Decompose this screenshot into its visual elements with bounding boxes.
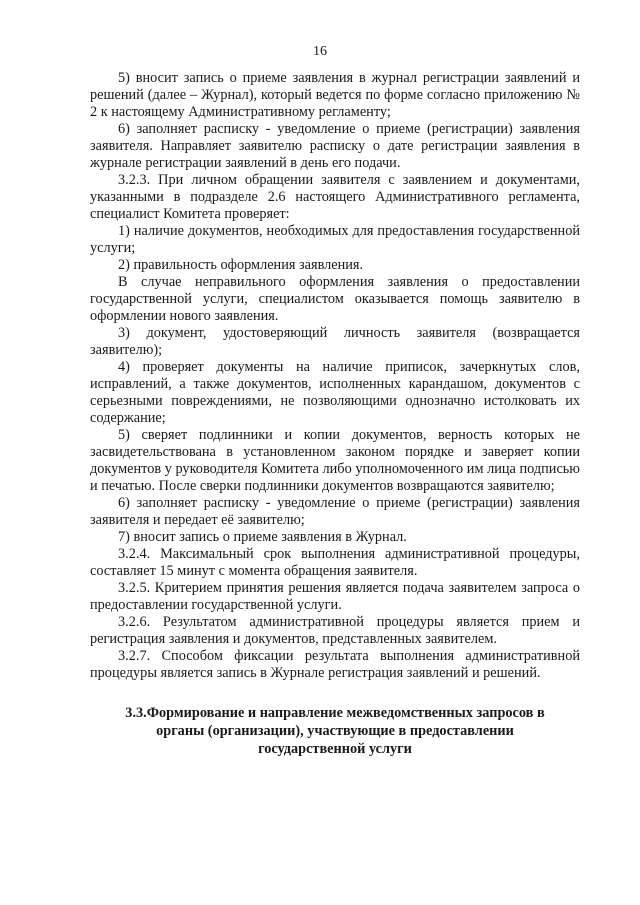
section-heading-line: органы (организации), участвующие в предоставлении bbox=[156, 723, 514, 739]
section-heading-line: 3.3.Формирование и направление межведомственных запросов в bbox=[125, 705, 545, 721]
paragraph: 3.2.3. При личном обращении заявителя с заявлением и документами, указанными в подразделе 2.6 настоящего Административного регламента, специалист Комитета проверяет: bbox=[90, 172, 580, 222]
paragraph: 7) вносит запись о приеме заявления в Журнал. bbox=[118, 529, 407, 545]
paragraph: 1) наличие документов, необходимых для предоставления государственной услуги; bbox=[90, 223, 580, 256]
paragraph: 3.2.6. Результатом административной процедуры является прием и регистрация заявления и документов, представленных заявителем. bbox=[90, 614, 580, 647]
paragraph: 3.2.7. Способом фиксации результата выполнения административной процедуры является запись в Журнале регистрация заявлений и решений. bbox=[90, 648, 580, 681]
paragraph: 5) вносит запись о приеме заявления в журнал регистрации заявлений и решений (далее – Журнал), который ведется по форме согласно приложению № 2 к настоящему Административному регламенту; bbox=[90, 70, 580, 120]
document-body bbox=[90, 70, 580, 758]
paragraph: 6) заполняет расписку - уведомление о приеме (регистрации) заявления заявителя и передает её заявителю; bbox=[90, 495, 580, 528]
section-heading-line: государственной услуги bbox=[258, 741, 412, 757]
paragraph: 3) документ, удостоверяющий личность заявителя (возвращается заявителю); bbox=[90, 325, 580, 358]
paragraph: 2) правильность оформления заявления. bbox=[118, 257, 364, 273]
paragraph: В случае неправильного оформления заявления о предоставлении государственной услуги, специалистом оказывается помощь заявителю в оформлении нового заявления. bbox=[90, 274, 580, 324]
paragraph: 3.2.5. Критерием принятия решения является подача заявителем запроса о предоставлении государственной услуги. bbox=[90, 580, 580, 613]
paragraph: 4) проверяет документы на наличие приписок, зачеркнутых слов, исправлений, а также документов, исполненных карандашом, документов с серьезными повреждениями, не позволяющими однозначно истолковать их содержание; bbox=[90, 359, 580, 426]
section-heading bbox=[90, 704, 580, 758]
paragraph: 5) сверяет подлинники и копии документов, верность которых не засвидетельствована в установленном законом порядке и заверяет копии документов у руководителя Комитета либо уполномоченного им лица подписью и печатью. После сверки подлинники документов возвращаются заявителю; bbox=[90, 427, 580, 494]
paragraph: 3.2.4. Максимальный срок выполнения административной процедуры, составляет 15 минут с момента обращения заявителя. bbox=[90, 546, 580, 579]
paragraph: 6) заполняет расписку - уведомление о приеме (регистрации) заявления заявителя. Направляет заявителю расписку о дате регистрации заявления в журнале регистрации заявлений в день его подачи. bbox=[90, 121, 580, 171]
page-number: 16 bbox=[313, 44, 327, 59]
